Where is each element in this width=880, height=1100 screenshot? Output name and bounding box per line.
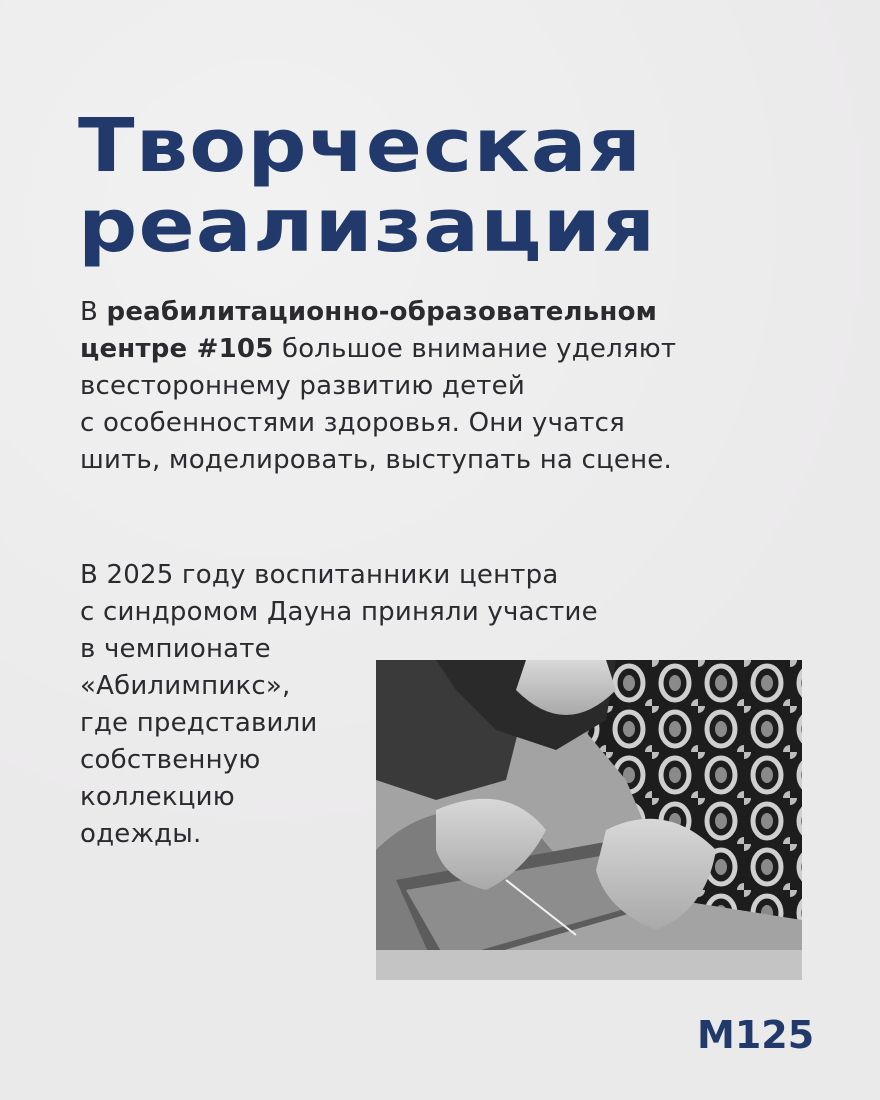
intro-text: В (80, 297, 107, 327)
title-line-1: Творческая (78, 103, 643, 189)
intro-bold-text: центре #105 (80, 334, 274, 364)
page-title (78, 103, 657, 269)
intro-bold-text: реабилитационно-образовательном (106, 297, 658, 327)
championship-line: где представили (80, 708, 318, 738)
m125-logo: M125 (697, 1013, 815, 1057)
sewing-photo-illustration (376, 660, 802, 980)
sewing-photo (376, 660, 802, 980)
intro-text: большое внимание уделяют (273, 334, 677, 364)
championship-line: В 2025 году воспитанники центра (80, 560, 559, 590)
championship-line: в чемпионате (80, 634, 271, 664)
intro-line: шить, моделировать, выступать на сцене. (80, 445, 672, 475)
intro-paragraph (80, 294, 800, 479)
championship-line: с синдромом Дауна приняли участие (80, 597, 598, 627)
intro-line (80, 294, 800, 331)
championship-line: коллекцию (80, 782, 235, 812)
intro-line: с особенностями здоровья. Они учатся (80, 408, 625, 438)
championship-line: «Абилимпикс», (80, 671, 291, 701)
intro-line (80, 331, 800, 368)
championship-line: собственную (80, 745, 261, 775)
title-line-2: реализация (78, 183, 657, 269)
championship-line: одежды. (80, 819, 202, 849)
intro-line: всестороннему развитию детей (80, 371, 525, 401)
